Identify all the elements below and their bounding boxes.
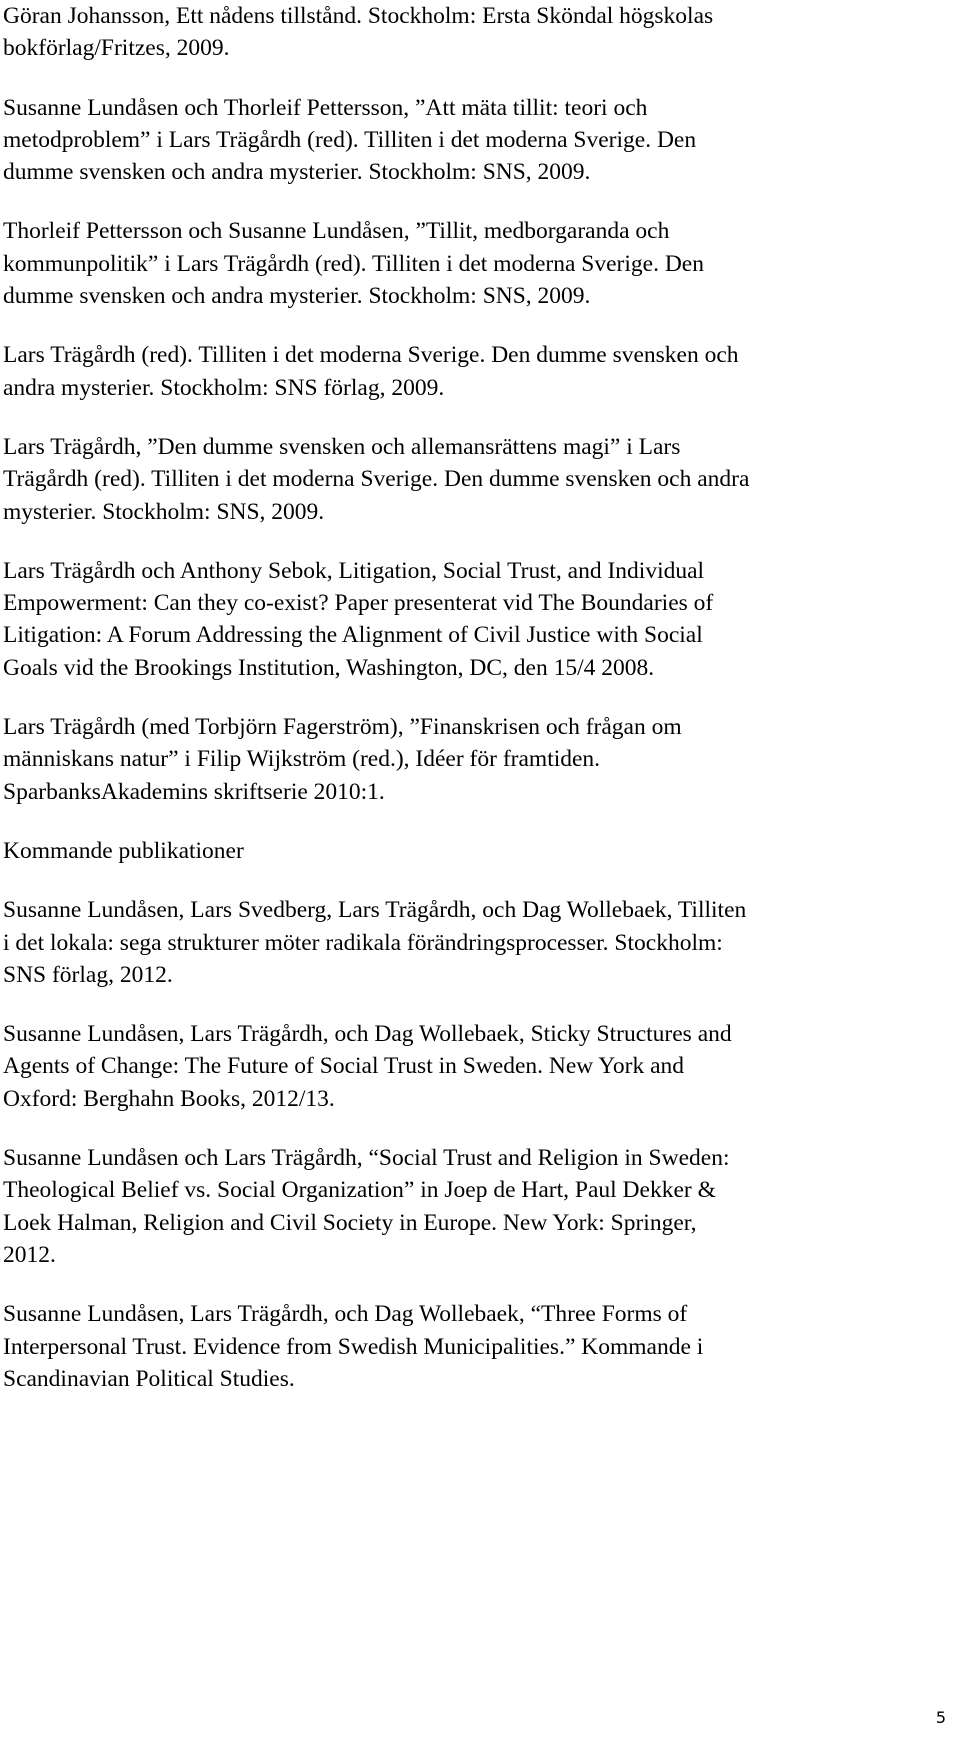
reference-entry: Thorleif Pettersson och Susanne Lundåsen, ”Tillit, medborgaranda och kommunpolitik” i Lars Trägårdh (red). Tilliten i det moderna Sverige. Den dumme svensken och andra mysterier. Stockholm: SNS, 2009. [3, 218, 704, 310]
upcoming-entry: Susanne Lundåsen, Lars Svedberg, Lars Trägårdh, och Dag Wollebaek, Tilliten i det lokala: sega strukturer möter radikala förändringsprocesser. Stockholm: SNS förlag, 2012. [3, 897, 747, 988]
section-heading: Kommande publikationer [3, 837, 244, 864]
reference-entry: Lars Trägårdh (red). Tilliten i det moderna Sverige. Den dumme svensken och andra mysterier. Stockholm: SNS förlag, 2009. [3, 342, 739, 401]
page-number: 5 [935, 1708, 946, 1727]
reference-entry: Susanne Lundåsen och Thorleif Pettersson, ”Att mäta tillit: teori och metodproblem” i Lars Trägårdh (red). Tilliten i det moderna Sverige. Den dumme svensken och andra mysterier. Stockholm: SNS, 2009. [3, 94, 697, 186]
upcoming-entry: Susanne Lundåsen och Lars Trägårdh, “Social Trust and Religion in Sweden: Theological Belief vs. Social Organization” in Joep de Hart, Paul Dekker & Loek Halman, Religion and Civil Society in Europe. New York: Springer, 2012. [3, 1145, 730, 1268]
reference-entry: Lars Trägårdh och Anthony Sebok, Litigation, Social Trust, and Individual Empowerment: Can they co-exist? Paper presenterat vid The Boundaries of Litigation: A Forum Addressing the Alignment of Civil Justice with Social Goals vid the Brookings Institution, Washington, DC, den 15/4 2008. [3, 557, 714, 681]
reference-entry: Lars Trägårdh (med Torbjörn Fagerström), ”Finanskrisen och frågan om människans natur” i Filip Wijkström (red.), Idéer för framtiden. SparbanksAkademins skriftserie 2010:1. [3, 714, 682, 805]
upcoming-entry: Susanne Lundåsen, Lars Trägårdh, och Dag Wollebaek, “Three Forms of Interpersonal Trust. Evidence from Swedish Municipalities.” Kommande i Scandinavian Political Studies. [3, 1301, 704, 1392]
document-body [3, 0, 953, 1422]
reference-entry: Göran Johansson, Ett nådens tillstånd. Stockholm: Ersta Sköndal högskolas bokförlag/Fritzes, 2009. [3, 3, 714, 62]
reference-entry: Lars Trägårdh, ”Den dumme svensken och allemansrättens magi” i Lars Trägårdh (red). Tilliten i det moderna Sverige. Den dumme svensken och andra mysterier. Stockholm: SNS, 2009. [3, 433, 750, 525]
upcoming-entry: Susanne Lundåsen, Lars Trägårdh, och Dag Wollebaek, Sticky Structures and Agents of Change: The Future of Social Trust in Sweden. New York and Oxford: Berghahn Books, 2012/13. [3, 1021, 732, 1112]
